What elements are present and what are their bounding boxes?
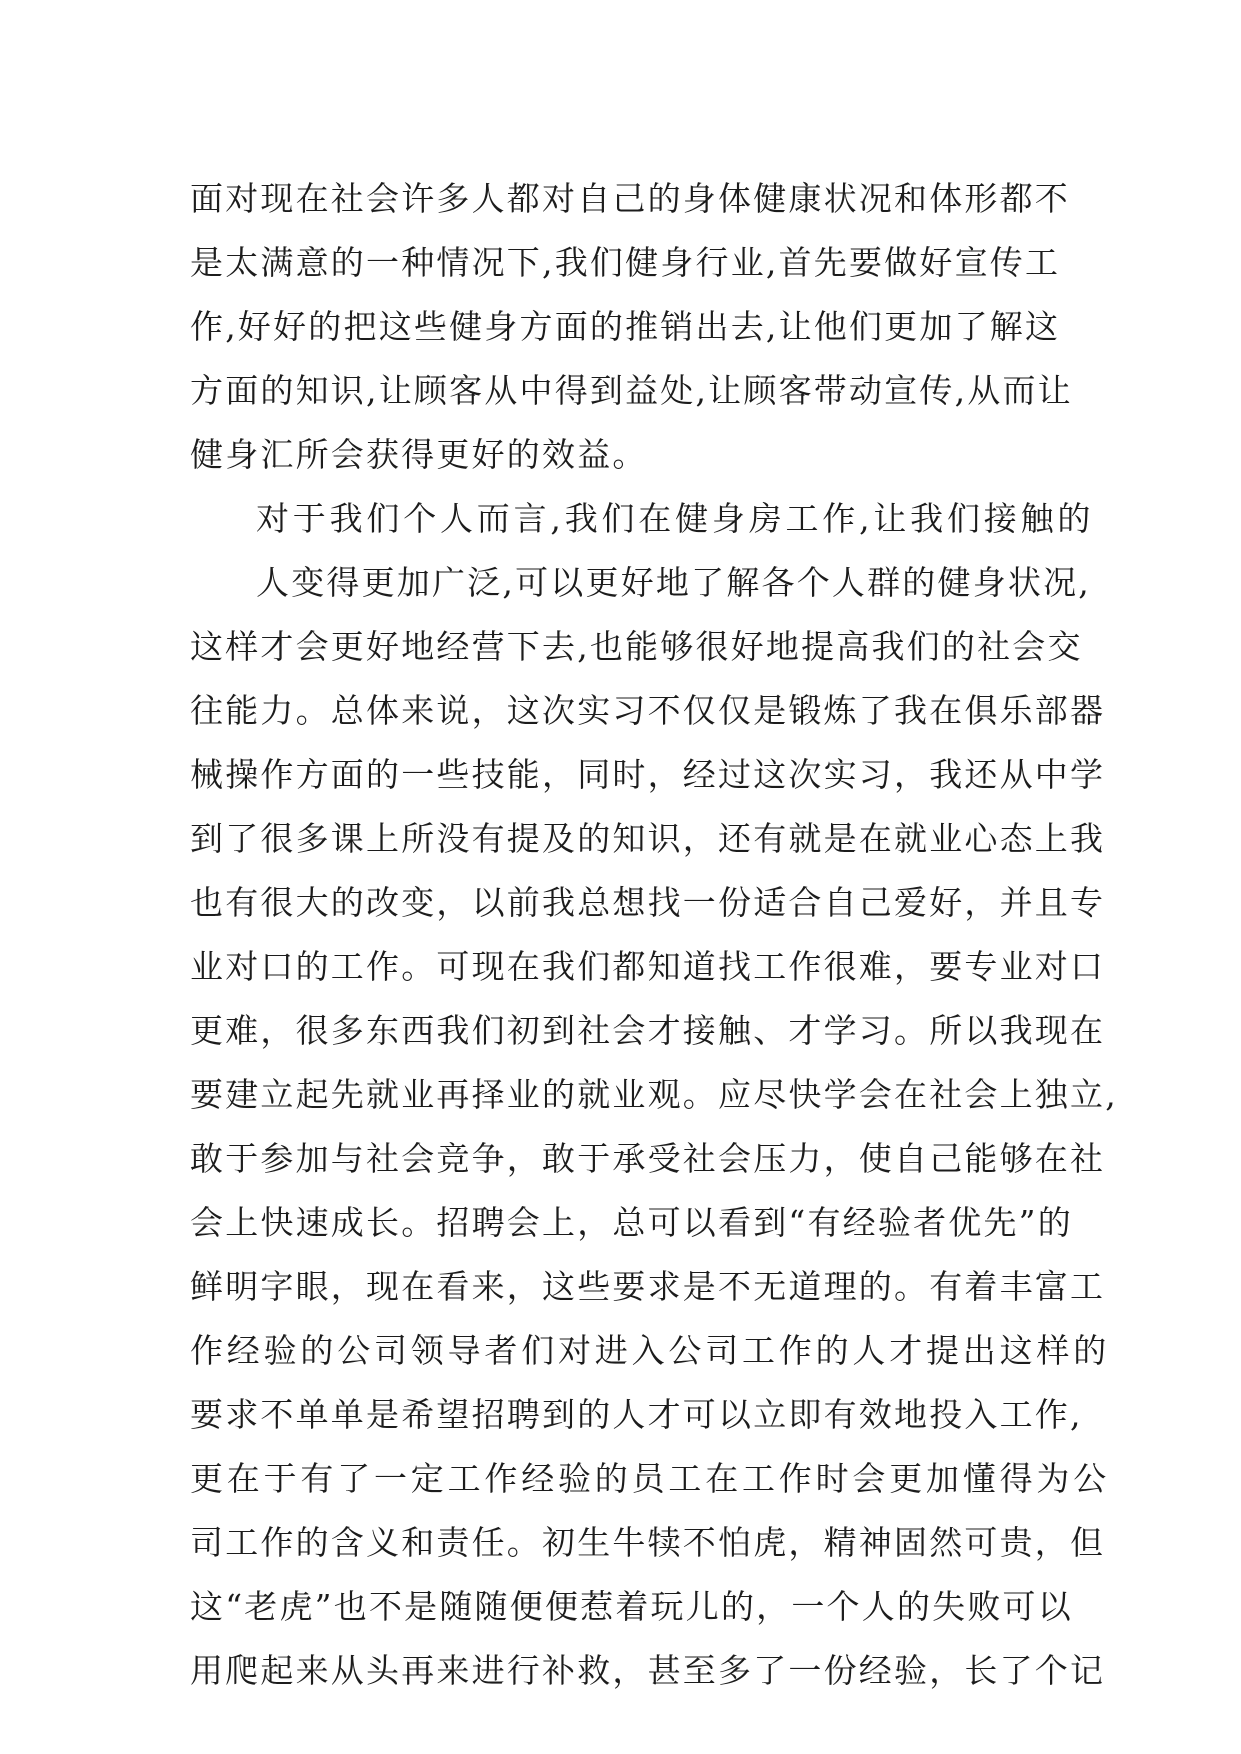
text-line: 往能力。总体来说，这次实习不仅仅是锻炼了我在俱乐部器	[190, 691, 1106, 730]
text-line: 械操作方面的一些技能，同时，经过这次实习，我还从中学	[190, 755, 1106, 794]
text-line: 方面的知识,让顾客从中得到益处,让顾客带动宣传,从而让	[190, 371, 1073, 410]
text-line: 作,好好的把这些健身方面的推销出去,让他们更加了解这	[190, 307, 1061, 346]
text-line: 面对现在社会许多人都对自己的身体健康状况和体形都不	[190, 179, 1070, 218]
text-line: 到了很多课上所没有提及的知识，还有就是在就业心态上我	[190, 819, 1106, 858]
text-line: 作经验的公司领导者们对进入公司工作的人才提出这样的	[190, 1331, 1110, 1370]
text-line: 也有很大的改变，以前我总想找一份适合自己爱好，并且专	[190, 883, 1106, 922]
text-line: 健身汇所会获得更好的效益。	[190, 435, 648, 474]
body-text	[190, 167, 1118, 1703]
text-line: 更难，很多东西我们初到社会才接触、才学习。所以我现在	[190, 1011, 1106, 1050]
text-line: 业对口的工作。可现在我们都知道找工作很难，要专业对口	[190, 947, 1106, 986]
text-line: 司工作的含义和责任。初生牛犊不怕虎，精神固然可贵，但	[190, 1523, 1106, 1562]
text-line: 敢于参加与社会竞争，敢于承受社会压力，使自己能够在社	[190, 1139, 1106, 1178]
text-line: 更在于有了一定工作经验的员工在工作时会更加懂得为公	[190, 1459, 1110, 1498]
text-line: 鲜明字眼，现在看来，这些要求是不无道理的。有着丰富工	[190, 1267, 1106, 1306]
text-line: 会上快速成长。招聘会上，总可以看到“有经验者优先”的	[190, 1203, 1073, 1242]
text-line: 要求不单单是希望招聘到的人才可以立即有效地投入工作,	[190, 1395, 1083, 1434]
text-line: 对于我们个人而言,我们在健身房工作,让我们接触的	[256, 499, 1095, 538]
text-line: 是太满意的一种情况下,我们健身行业,首先要做好宣传工	[190, 243, 1061, 282]
text-line: 人变得更加广泛,可以更好地了解各个人群的健身状况,	[256, 563, 1091, 602]
text-line: 用爬起来从头再来进行补救，甚至多了一份经验，长了个记	[190, 1651, 1106, 1690]
text-line: 要建立起先就业再择业的就业观。应尽快学会在社会上独立,	[190, 1075, 1118, 1114]
text-line: 这样才会更好地经营下去,也能够很好地提高我们的社会交	[190, 627, 1083, 666]
text-line: 这“老虎”也不是随随便便惹着玩儿的，一个人的失败可以	[190, 1587, 1073, 1626]
